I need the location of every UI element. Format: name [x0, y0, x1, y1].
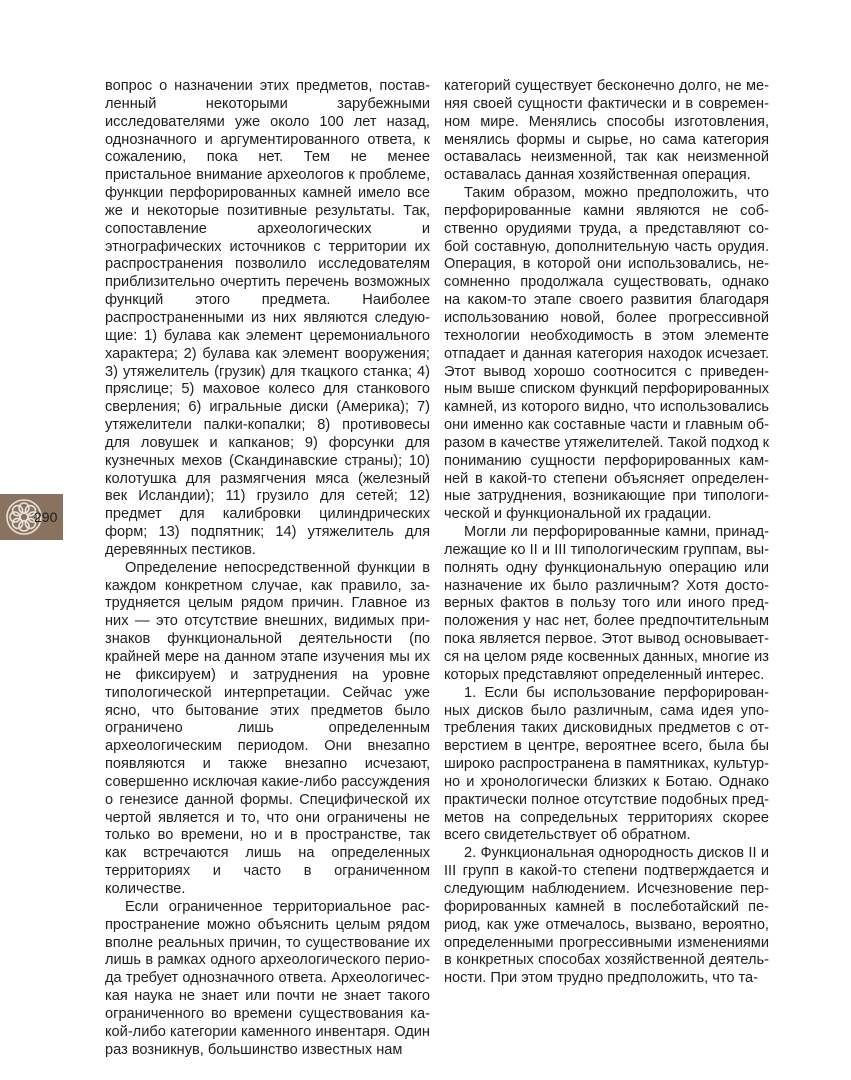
paragraph: категорий существует бесконечно долго, не меняя своей сущности фактически и в современном мире. Менялись способы изготовления, менялись формы и сырье, но сама категория оставалась неизменной, так как неизменной оставалась данная хозяйственная операция.: [444, 78, 769, 184]
right-text-column: [444, 78, 769, 988]
paragraph: Таким образом, можно предположить, что перфорированные камни являются не собственно орудиями труда, а представляют собой составную, дополнительную часть орудия. Операция, в которой они использовались, несомненно продолжала существовать, однако на каком-то этапе своего развития благодаря использованию новой, более прогрессивной технологии необходимость в этом элементе отпадает и данная категория находок исчезает. Этот вывод хорошо соотносится с приведенным выше списком функций перфорированных камней, из которого видно, что использовались они именно как составные части и главным образом в качестве утяжелителей. Такой подход к пониманию сущности перфорированных камней в какой-то степени объясняет определенные затруднения, возникающие при типологической и функциональной их градации.: [444, 185, 769, 523]
paragraph: 1. Если бы использование перфорированных дисков было различным, сама идея употребления таких дисковидных предметов с отверстием в центре, вероятнее всего, была бы широко распространена в памятниках, культурно и хронологически близких к Ботаю. Однако практически полное отсутствие подобных предметов на сопредельных территориях скорее всего свидетельствует об обратном.: [444, 684, 769, 844]
paragraph: Определение непосредственной функции в каждом конкретном случае, как правило, затрудняется целым рядом причин. Главное из них — это отсутствие внешних, видимых признаков функциональной деятельности (по крайней мере на данном этапе изучения мы их не фиксируем) и затруднения на уровне типологической интерпретации. Сейчас уже ясно, что бытование этих предметов было ограничено лишь определенным археологическим периодом. Они внезапно появляются и также внезапно исчезают, совершенно исключая какие-либо рассуждения о генезисе данной формы. Специфической их чертой является и то, что они ограничены не только во времени, но и в пространстве, так как встречаются лишь на определенных территориях и часто в ограниченном количестве.: [105, 559, 430, 897]
paragraph: 2. Функциональная однородность дисков II и III групп в какой-то степени подтверждается и следующим наблюдением. Исчезновение перфорированных камней в послеботайский период, как уже отмечалось, вызвано, вероятно, определенными прогрессивными изменениями в конкретных способах хозяйственной деятельности. При этом трудно предположить, что та-: [444, 845, 769, 987]
page-number-tab: [0, 494, 63, 540]
page-number: 290: [34, 509, 58, 525]
left-text-column: [105, 78, 430, 1059]
paragraph: Если ограниченное территориальное распространение можно объяснить целым рядом вполне реальных причин, то существование их лишь в рамках одного археологического периода требует однозначного ответа. Археологическая наука не знает или почти не знает такого ограниченного во времени существования какой-либо категории каменного инвентаря. Один раз возникнув, большинство известных нам: [105, 898, 430, 1058]
paragraph: Могли ли перфорированные камни, принадлежащие ко II и III типологическим группам, выполнять одну функциональную операцию или назначение их было различным? Хотя достоверных фактов в пользу того или иного предположения у нас нет, более предпочтительным пока является первое. Этот вывод основывается на целом ряде косвенных данных, многие из которых представляют определенный интерес.: [444, 524, 769, 683]
paragraph: вопрос о назначении этих предметов, поставленный некоторыми зарубежными исследователями уже около 100 лет назад, однозначного и аргументированного ответа, к сожалению, пока нет. Тем не менее пристальное внимание археологов к проблеме, функции перфорированных камней имело все же и некоторые позитивные результаты. Так, сопоставление археологических и этнографических источников с территории их распространения позволило исследователям приблизительно очертить перечень возможных функций этого предмета. Наиболее распространенными из них являются следующие: 1) булава как элемент церемониального характера; 2) булава как элемент вооружения; 3) утяжелитель (грузик) для ткацкого станка; 4) пряслице; 5) маховое колесо для станкового сверления; 6) игральные диски (Америка); 7) утяжелители палки-копалки; 8) противовесы для ловушек и капканов; 9) форсунки для кузнечных мехов (Скандинавские страны); 10) колотушка для размягчения мяса (железный век Исландии); 11) грузило для сетей; 12) предмет для калибровки цилиндрических форм; 13) подпятник; 14) утяжелитель для деревянных пестиков.: [105, 78, 430, 558]
